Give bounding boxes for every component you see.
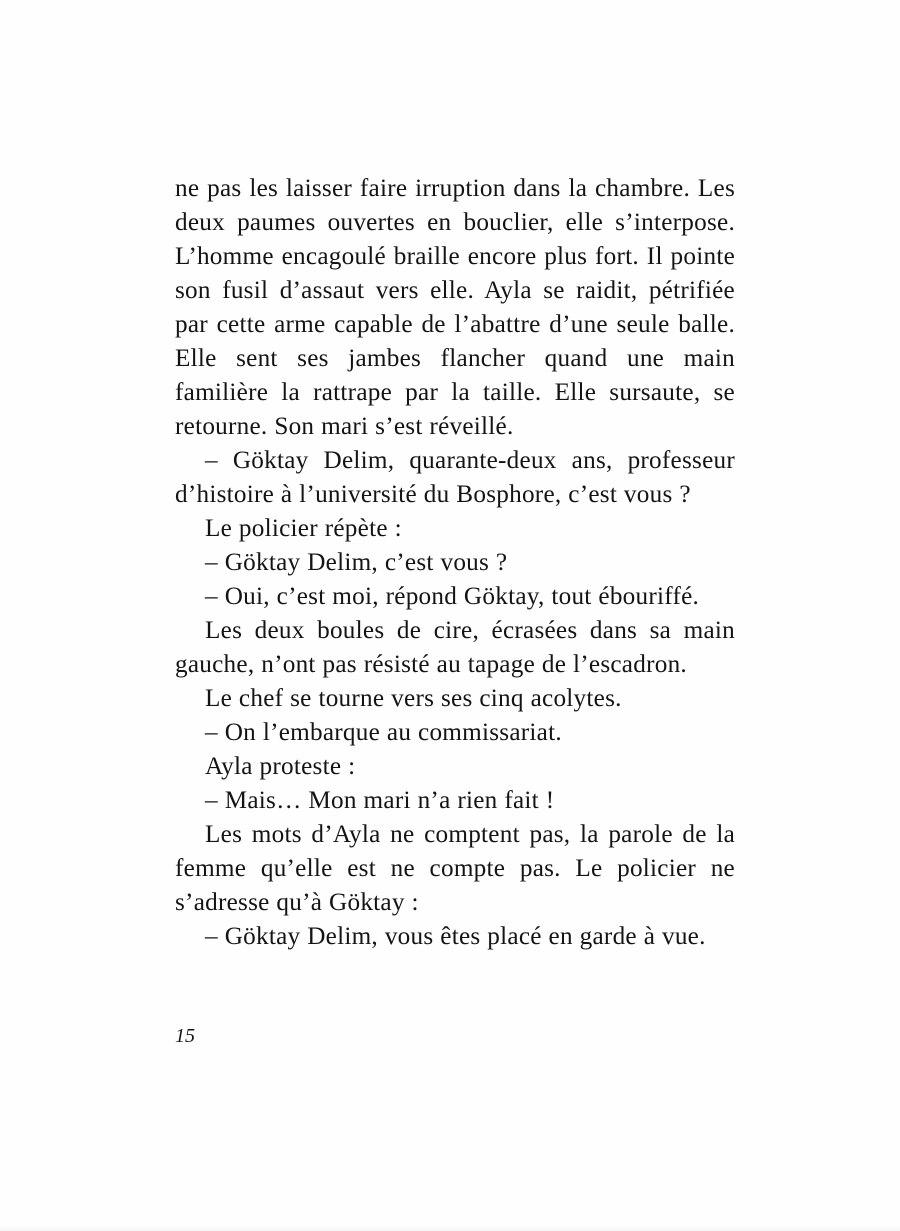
paragraph-12: – Göktay Delim, vous êtes placé en garde à vue. bbox=[205, 923, 706, 950]
paragraph-6: Les deux boules de cire, écrasées dans sa main gauche, n’ont pas résisté au tapage de l’escadron. bbox=[175, 617, 735, 678]
paragraph-9: Ayla proteste : bbox=[205, 753, 356, 780]
scan-edge-shadow bbox=[0, 1225, 900, 1231]
paragraph-4: – Göktay Delim, c’est vous ? bbox=[205, 549, 508, 576]
paragraph-11: Les mots d’Ayla ne comptent pas, la parole de la femme qu’elle est ne compte pas. Le policier ne s’adresse qu’à Göktay : bbox=[175, 821, 735, 916]
page-text-block bbox=[175, 172, 735, 954]
paragraph-7: Le chef se tourne vers ses cinq acolytes. bbox=[205, 685, 622, 712]
paragraph-2: – Göktay Delim, quarante-deux ans, professeur d’histoire à l’université du Bosphore, c’est vous ? bbox=[175, 447, 735, 508]
paragraph-1: ne pas les laisser faire irruption dans la chambre. Les deux paumes ouvertes en bouclier, elle s’interpose. L’homme encagoulé braille encore plus fort. Il pointe son fusil d’assaut vers elle. Ayla se raidit, pétrifiée par cette arme capable de l’abattre d’une seule balle. Elle sent ses jambes flancher quand une main familière la rattrape par la taille. Elle sursaute, se retourne. Son mari s’est réveillé. bbox=[175, 175, 735, 440]
page-number: 15 bbox=[175, 1025, 195, 1047]
paragraph-5: – Oui, c’est moi, répond Göktay, tout ébouriffé. bbox=[205, 583, 700, 610]
paragraph-10: – Mais… Mon mari n’a rien fait ! bbox=[205, 787, 555, 814]
paragraph-3: Le policier répète : bbox=[205, 515, 402, 542]
paragraph-8: – On l’embarque au commissariat. bbox=[205, 719, 562, 746]
